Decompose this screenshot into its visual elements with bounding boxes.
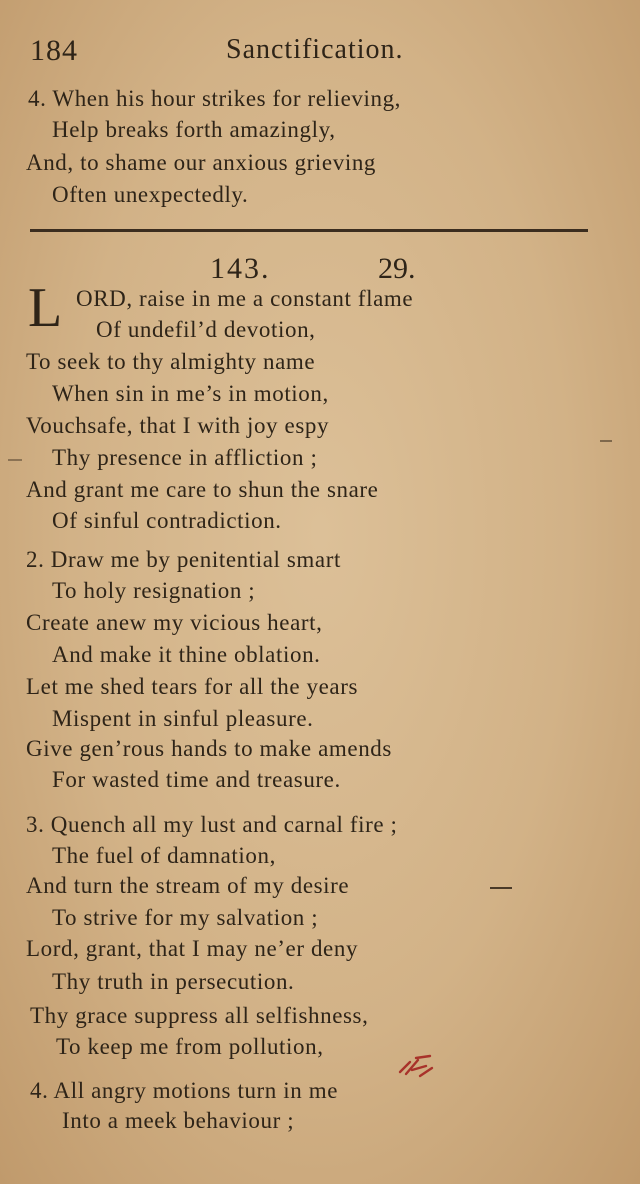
drop-cap: L [28,277,63,339]
page-number: 184 [30,34,78,67]
margin-dash-mark [490,887,512,889]
section-rule [30,229,588,232]
verse-line: ORD, raise in me a constant flame [76,286,414,311]
verse-line: To keep me from pollution, [56,1034,324,1059]
verse-line: 2. Draw me by penitential smart [26,547,341,572]
verse-line: To holy resignation ; [52,578,256,603]
verse-line: To seek to thy almighty name [26,349,316,374]
verse-line: When sin in me’s in motion, [52,381,329,406]
page-header [30,30,610,74]
verse-line: Vouchsafe, that I with joy espy [26,413,330,438]
verse-line: Thy truth in persecution. [52,969,295,994]
verse-line: Create anew my vicious heart, [26,610,323,635]
verse-line: Of undefil’d devotion, [96,317,316,342]
verse-line: Into a meek behaviour ; [62,1108,295,1133]
margin-dash-mark [8,459,22,461]
verse-line: Of sinful contradiction. [52,508,282,533]
running-title: Sanctification. [226,34,404,65]
verse-line: 3. Quench all my lust and carnal fire ; [26,812,398,837]
verse-line: And make it thine oblation. [52,642,321,667]
verse-line: Give gen’rous hands to make amends [26,736,392,761]
verse-line: For wasted time and treasure. [52,767,341,792]
verse-line: To strive for my salvation ; [52,905,319,930]
verse-line: Help breaks forth amazingly, [52,117,336,142]
hymn-number: 143. [210,252,271,285]
verse-line: Let me shed tears for all the years [26,674,359,699]
verse-line: Thy grace suppress all selfishness, [30,1003,369,1028]
verse-line: And grant me care to shun the snare [26,477,379,502]
verse-line: Thy presence in affliction ; [52,445,318,470]
margin-dash-mark [600,440,612,442]
verse-line: Mispent in sinful pleasure. [52,706,314,731]
verse-line: 4. When his hour strikes for relieving, [28,86,402,111]
verse-line: Lord, grant, that I may ne’er deny [26,936,359,961]
verse-line: 4. All angry motions turn in me [30,1078,338,1103]
tune-number: 29. [378,252,416,285]
red-ink-mark-icon [396,1052,436,1080]
verse-line: And, to shame our anxious grieving [26,150,377,175]
verse-line: And turn the stream of my desire [26,873,350,898]
verse-line: The fuel of damnation, [52,843,276,868]
verse-line: Often unexpectedly. [52,182,249,207]
